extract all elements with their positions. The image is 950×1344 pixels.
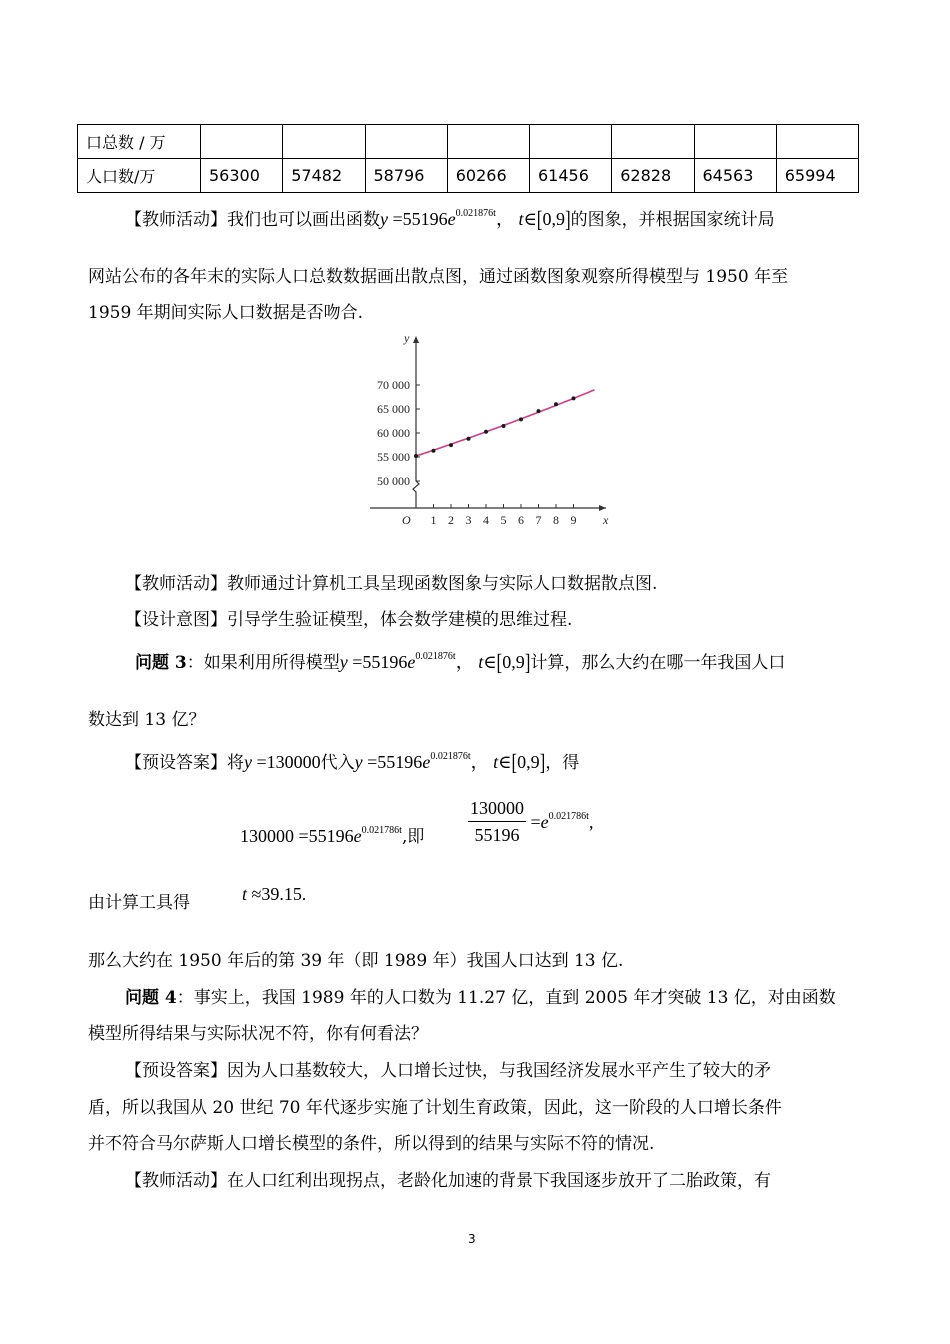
x-tick-label: 8: [553, 513, 559, 527]
x-axis-arrow: [599, 505, 606, 511]
formula-text: ]: [564, 206, 571, 233]
formula-exponent: 0.021876t: [430, 751, 471, 762]
formula-text: ≈39.15: [247, 884, 302, 904]
calc-result: [242, 884, 306, 905]
formula-text: =130000: [252, 752, 321, 772]
paragraph-line: 【预设答案】因为人口基数较大，人口增长过快，与我国经济发展水平产生了较大的矛: [125, 1061, 771, 1081]
data-point: [537, 409, 541, 413]
fraction-equation: [468, 798, 593, 846]
formula-text: ，: [495, 209, 514, 229]
x-tick-label: 6: [518, 513, 524, 527]
formula-text: ∈: [523, 209, 537, 229]
page-number: 3: [468, 1232, 476, 1246]
x-tick-label: 9: [570, 513, 577, 527]
question-label: 问题 3: [135, 653, 187, 673]
population-table: [77, 124, 859, 193]
formula-var: t: [493, 752, 499, 772]
formula-text: ,即: [401, 827, 425, 847]
population-chart: [360, 328, 620, 536]
teacher-activity-paragraph: 【教师活动】教师通过计算机工具呈现函数图象与实际人口数据散点图.: [125, 574, 658, 594]
formula-var: t: [478, 652, 484, 672]
x-tick-label: 1: [430, 513, 437, 527]
x-tick-label: 4: [483, 513, 489, 527]
origin-label: O: [402, 513, 411, 527]
table-cell: [283, 125, 365, 159]
table-cell: 人口数/万: [78, 159, 201, 193]
fraction-numerator: 130000: [468, 798, 526, 822]
paragraph-line: 并不符合马尔萨斯人口增长模型的条件，所以得到的结果与实际不符的情况.: [88, 1134, 655, 1154]
formula-var: e: [540, 812, 549, 832]
formula: [339, 649, 531, 676]
table-cell: [365, 125, 447, 159]
formula-var: y: [354, 752, 363, 772]
formula-var: t: [518, 209, 524, 229]
question-label: 问题 4: [125, 988, 177, 1008]
data-point: [432, 449, 436, 453]
formula: [380, 206, 571, 233]
paragraph-text: 如果利用所得模型: [203, 653, 340, 673]
y-axis-arrow: [413, 336, 419, 343]
formula-exponent: 0.021876t: [415, 651, 456, 662]
table-row: [78, 125, 859, 159]
question-3: [135, 648, 785, 674]
table-cell: [201, 125, 283, 159]
fraction-denominator: 55196: [474, 825, 520, 845]
table-cell: 58796: [365, 159, 447, 193]
x-tick-label: 2: [448, 513, 454, 527]
formula-text: ∈: [483, 652, 497, 672]
formula-var: e: [353, 826, 362, 846]
paragraph-line: 网站公布的各年末的实际人口总数数据画出散点图，通过函数图象观察所得模型与 1950 年至: [88, 267, 789, 287]
data-point: [484, 430, 488, 434]
y-tick-label: 55 000: [377, 450, 410, 464]
model-curve: [416, 390, 595, 456]
formula-text: ]: [524, 649, 531, 676]
formula-text: 0,9: [517, 752, 540, 772]
formula: [244, 752, 321, 772]
x-axis-label: x: [603, 513, 609, 527]
paragraph-text: 【预设答案】将: [125, 753, 244, 773]
paragraph-text: 代入: [320, 753, 355, 773]
paragraph-text: 的图象，并根据国家统计局: [570, 210, 775, 230]
paragraph-line: 【教师活动】在人口红利出现拐点，老龄化加速的背景下我国逐步放开了二胎政策，有: [125, 1171, 771, 1191]
formula-text: ]: [539, 749, 546, 776]
paragraph-line: 数达到 13 亿？: [88, 710, 206, 730]
formula-text: =55196: [388, 209, 448, 229]
table-row: [78, 159, 859, 193]
formula-text: ,: [588, 812, 594, 832]
calc-lead: 由计算工具得: [88, 893, 190, 913]
table-cell: 60266: [447, 159, 529, 193]
table-cell: 64563: [694, 159, 776, 193]
table-cell: 65994: [776, 159, 858, 193]
y-axis-label: y: [404, 331, 410, 345]
paragraph-text: 【教师活动】我们也可以画出函数: [125, 210, 380, 230]
data-point: [449, 443, 453, 447]
y-tick-label: 60 000: [377, 426, 410, 440]
table-cell: [612, 125, 694, 159]
formula-text: .: [301, 885, 307, 904]
y-tick-label: 70 000: [377, 378, 410, 392]
table-cell: 57482: [283, 159, 365, 193]
formula-text: [: [496, 649, 503, 676]
formula-text: [526, 812, 593, 832]
formula-exponent: 0.021786t: [548, 811, 589, 822]
teacher-activity-paragraph: [125, 205, 775, 231]
table-cell: [776, 125, 858, 159]
x-tick-label: 7: [535, 513, 542, 527]
equation-line: [240, 822, 424, 847]
formula-text: =: [530, 812, 541, 832]
paragraph-text: ：: [186, 653, 204, 673]
paragraph-text: 计算，那么大约在哪一年我国人口: [530, 653, 786, 673]
paragraph-text: ：: [176, 988, 194, 1008]
table-cell: 口总数 / 万: [78, 125, 201, 159]
paragraph-text: ，得: [545, 753, 580, 773]
data-point: [414, 454, 418, 458]
y-tick-label: 65 000: [377, 402, 410, 416]
x-tick-label: 3: [465, 513, 472, 527]
x-tick-label: 5: [500, 513, 507, 527]
data-point: [467, 437, 471, 441]
data-point: [502, 424, 506, 428]
y-tick-label: 50 000: [377, 474, 410, 488]
paragraph-line: 模型所得结果与实际状况不符，你有何看法？: [88, 1024, 428, 1044]
formula-var: e: [447, 209, 456, 229]
formula-exponent: 0.021876t: [455, 208, 496, 219]
paragraph-line: 1959 年期间实际人口数据是否吻合.: [88, 303, 364, 323]
table-cell: [447, 125, 529, 159]
table-cell: [694, 125, 776, 159]
fraction: [468, 798, 526, 846]
table-cell: [530, 125, 612, 159]
data-point: [572, 396, 576, 400]
y-axis: [413, 340, 419, 508]
formula-exponent: 0.021786t: [361, 825, 402, 836]
formula-text: 0,9: [542, 209, 565, 229]
table-cell: 62828: [612, 159, 694, 193]
formula-text: ，: [470, 752, 489, 772]
formula-text: =55196: [362, 752, 423, 772]
formula-text: =55196: [347, 652, 408, 672]
formula-var: y: [380, 209, 388, 229]
formula-var: e: [407, 652, 416, 672]
conclusion-line: 那么大约在 1950 年后的第 39 年（即 1989 年）我国人口达到 13 亿.: [88, 951, 624, 971]
formula-text: 130000 =55196: [240, 826, 354, 846]
formula-text: [: [536, 206, 543, 233]
paragraph-line: 盾，所以我国从 20 世纪 70 年代逐步实施了计划生育政策，因此，这一阶段的人口增长条件: [88, 1098, 782, 1118]
formula-text: [: [511, 749, 518, 776]
design-intent-paragraph: 【设计意图】引导学生验证模型，体会数学建模的思维过程.: [125, 610, 573, 630]
formula-text: ∈: [498, 752, 512, 772]
table-cell: 56300: [201, 159, 283, 193]
preset-answer-3: [125, 748, 579, 774]
formula-var: e: [422, 752, 431, 772]
formula-text: ，: [455, 652, 474, 672]
formula: [354, 749, 546, 776]
formula-var: y: [339, 652, 348, 672]
data-point: [519, 417, 523, 421]
paragraph-text: 事实上，我国 1989 年的人口数为 11.27 亿，直到 2005 年才突破 13 亿，对由函数: [193, 988, 836, 1008]
data-point: [554, 402, 558, 406]
table-cell: 61456: [530, 159, 612, 193]
formula-var: t: [242, 884, 248, 904]
formula-text: 0,9: [502, 652, 525, 672]
question-4: [125, 983, 836, 1008]
formula-var: y: [244, 752, 252, 772]
